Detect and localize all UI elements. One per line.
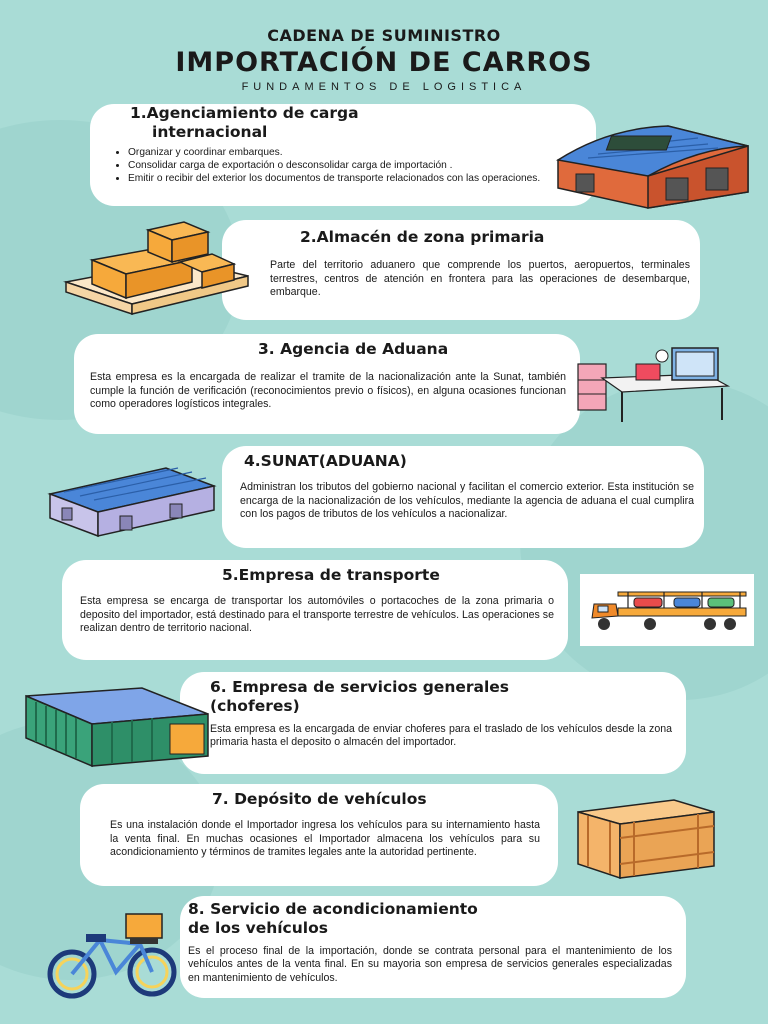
page-subtitle: FUNDAMENTOS DE LOGISTICA (241, 81, 527, 93)
section-text: Es el proceso final de la importación, donde se contrata personal para el mantenimiento de los vehículos antes de la venta final. En su mayoria son empresa de servicios generales especializadas en mantenimiento de vehículos. (188, 944, 672, 984)
section-card-5 (62, 560, 568, 660)
car-carrier-truck-icon (590, 586, 750, 636)
section-title-line1: 8. Servicio de acondicionamiento (188, 900, 478, 918)
page-title: IMPORTACIÓN DE CARROS (175, 47, 593, 78)
factory-building-icon (46, 460, 218, 540)
section-card-6 (180, 672, 686, 774)
section-text: Es una instalación donde el Importador ingresa los vehículos para su internamiento hasta la venta final. En muchas ocasiones el Importador almacena los vehículos para su acondicionamiento y términos de tramites legales ante la autoridad pertinente. (110, 819, 540, 859)
section-title-line1: 1.Agenciamiento de carga (130, 104, 359, 122)
section-title-line2: (choferes) (210, 697, 300, 716)
section-title: 5.Empresa de transporte (222, 566, 440, 584)
bullet-item: • Emitir o recibir del exterior los documentos de transporte relacionados con las operaciones. (128, 172, 574, 185)
section-title: 4.SUNAT(ADUANA) (244, 452, 407, 470)
section-title (188, 900, 672, 939)
section-title: 2.Almacén de zona primaria (300, 228, 545, 246)
shipping-container-icon (22, 684, 212, 768)
warehouse-icon (548, 118, 758, 210)
section-text: Esta empresa es la encargada de enviar choferes para el traslado de los vehículos desde la zona primaria hasta el deposito o almacén del importador. (210, 722, 672, 749)
section-card-3 (74, 334, 580, 434)
section-card-1 (90, 104, 596, 206)
section-title-line2: internacional (152, 123, 268, 142)
section-text: Esta empresa es la encargada de realizar el tramite de la nacionalización ante la Sunat, también cumple la función de verificación (reconocimientos previo o físicos), en alguna ocasiones funcionan como operadores logísticos integrales. (90, 371, 566, 411)
boxes-pallet-icon (62, 220, 252, 316)
section-card-7 (80, 784, 558, 886)
section-text: Esta empresa se encarga de transportar los automóviles o portacoches de la zona primaria o deposito del importador, está destinado para el transporte terrestre de vehículos. Las operaciones se realizan dentro de territorio nacional. (80, 595, 554, 635)
section-title: 7. Depósito de vehículos (212, 790, 427, 808)
office-desk-icon (576, 344, 732, 424)
section-text: Administran los tributos del gobierno nacional y facilitan el comercio exterior. Esta institución se encarga de la nacionalización de los vehículos, mediante la agencia de aduana el cual cumplira con los pagos de tributos de los vehículos a nacionalizar. (240, 481, 694, 521)
header (0, 26, 768, 93)
section-title-line2: de los vehículos (188, 919, 328, 938)
section-card-4 (222, 446, 704, 548)
section-card-2 (222, 220, 700, 320)
section-title-line1: 6. Empresa de servicios generales (210, 678, 510, 696)
section-title (110, 104, 574, 143)
section-title: 3. Agencia de Aduana (258, 340, 449, 358)
section-title (210, 678, 672, 717)
section-text: Parte del territorio aduanero que comprende los puertos, aeropuertos, terminales terrestres, centros de atención en frontera para las operaciones de desembarque, embarque. (270, 259, 690, 299)
section-bullets (110, 146, 574, 186)
section-card-8 (180, 896, 686, 998)
wooden-crate-icon (574, 796, 718, 882)
header-supra: CADENA DE SUMINISTRO (267, 26, 501, 45)
bullet-item: • Organizar y coordinar embarques. (128, 146, 574, 159)
bullet-item: • Consolidar carga de exportación o desconsolidar carga de importación . (128, 159, 574, 172)
delivery-bicycle-icon (44, 908, 190, 1000)
